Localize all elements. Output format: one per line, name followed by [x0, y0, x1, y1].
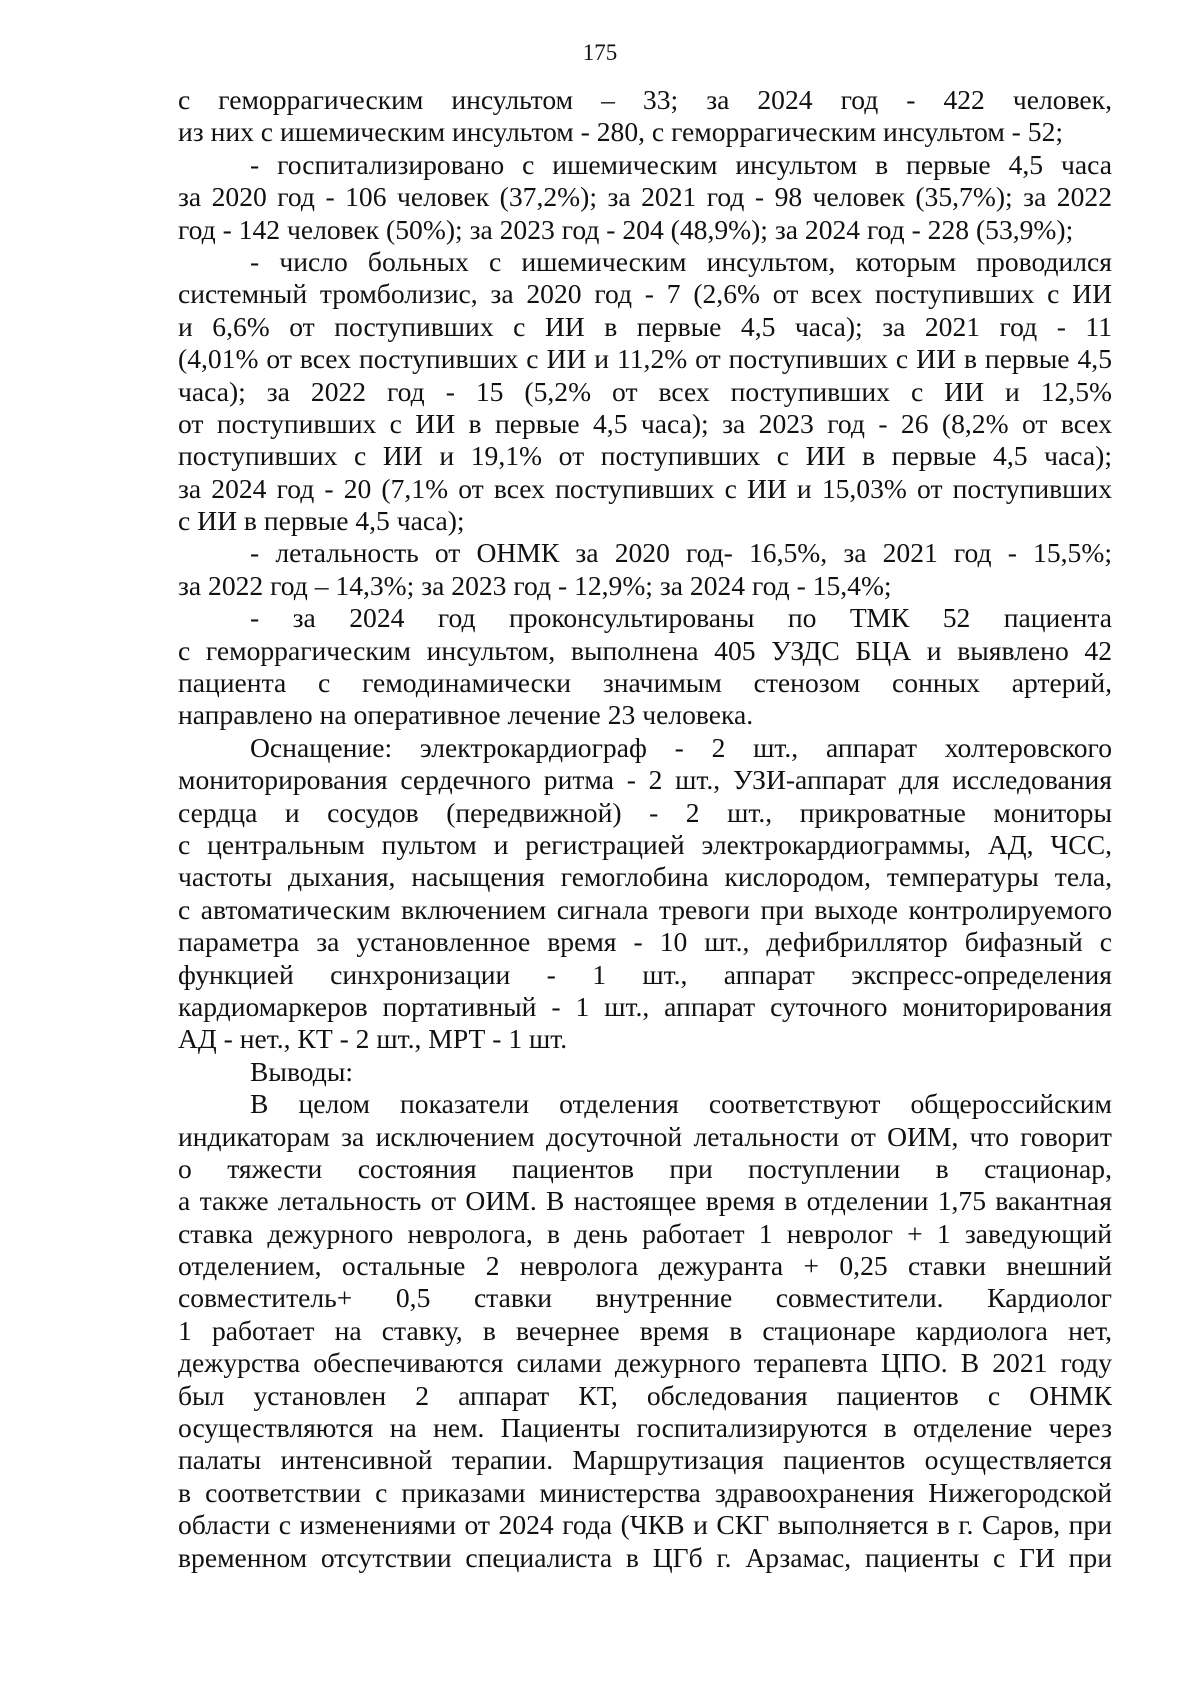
- text-line: - госпитализировано с ишемическим инсультом в первые 4,5 часа: [250, 148, 1112, 180]
- text-line: (4,01% от всех поступивших с ИИ и 11,2% от поступивших с ИИ в первые 4,5: [178, 343, 1112, 375]
- text-line: области с изменениями от 2024 года (ЧКВ и СКГ выполняется в г. Саров, при: [178, 1509, 1112, 1541]
- text-line: от поступивших с ИИ в первые 4,5 часа); за 2023 год - 26 (8,2% от всех: [178, 407, 1112, 439]
- text-line: из них с ишемическим инсультом - 280, с геморрагическим инсультом - 52;: [178, 116, 1064, 148]
- text-line: за 2022 год – 14,3%; за 2023 год - 12,9%; за 2024 год - 15,4%;: [178, 569, 892, 601]
- text-line: год - 142 человек (50%); за 2023 год - 204 (48,9%); за 2024 год - 228 (53,9%);: [178, 213, 1074, 245]
- text-line: - за 2024 год проконсультированы по ТМК 52 пациента: [250, 602, 1112, 634]
- text-line: совместитель+ 0,5 ставки внутренние совместители. Кардиолог: [178, 1282, 1112, 1314]
- text-line: сердца и сосудов (передвижной) - 2 шт., прикроватные мониторы: [178, 796, 1112, 828]
- text-line: индикаторам за исключением досуточной летальности от ОИМ, что говорит: [178, 1120, 1112, 1152]
- text-line: палаты интенсивной терапии. Маршрутизация пациентов осуществляется: [178, 1444, 1112, 1476]
- text-line: отделением, остальные 2 невролога дежуранта + 0,25 ставки внешний: [178, 1250, 1112, 1282]
- text-line: ставка дежурного невролога, в день работает 1 невролог + 1 заведующий: [178, 1217, 1112, 1249]
- text-line: параметра за установленное время - 10 шт., дефибриллятор бифазный с: [178, 926, 1112, 958]
- text-line: с ИИ в первые 4,5 часа);: [178, 505, 465, 537]
- text-line: о тяжести состояния пациентов при поступлении в стационар,: [178, 1152, 1112, 1184]
- body-text: [178, 84, 1112, 1574]
- text-line: был установлен 2 аппарат КТ, обследования пациентов с ОНМК: [178, 1379, 1112, 1411]
- text-line: с центральным пультом и регистрацией электрокардиограммы, АД, ЧСС,: [178, 828, 1112, 860]
- text-line: дежурства обеспечиваются силами дежурного терапевта ЦПО. В 2021 году: [178, 1347, 1112, 1379]
- text-line: а также летальность от ОИМ. В настоящее время в отделении 1,75 вакантная: [178, 1185, 1112, 1217]
- text-line: осуществляются на нем. Пациенты госпитализируются в отделение через: [178, 1412, 1112, 1444]
- text-line: с геморрагическим инсультом, выполнена 405 УЗДС БЦА и выявлено 42: [178, 634, 1112, 666]
- text-line: кардиомаркеров портативный - 1 шт., аппарат суточного мониторирования: [178, 990, 1112, 1022]
- text-line: часа); за 2022 год - 15 (5,2% от всех поступивших с ИИ и 12,5%: [178, 375, 1112, 407]
- text-line: направлено на оперативное лечение 23 человека.: [178, 699, 754, 731]
- text-line: поступивших с ИИ и 19,1% от поступивших с ИИ в первые 4,5 часа);: [178, 440, 1112, 472]
- text-line: временном отсутствии специалиста в ЦГб г. Арзамас, пациенты с ГИ при: [178, 1541, 1112, 1573]
- text-line: Выводы:: [250, 1055, 354, 1087]
- text-line: и 6,6% от поступивших с ИИ в первые 4,5 часа); за 2021 год - 11: [178, 310, 1112, 342]
- text-line: АД - нет., КТ - 2 шт., МРТ - 1 шт.: [178, 1023, 568, 1055]
- text-line: в соответствии с приказами министерства здравоохранения Нижегородской: [178, 1476, 1112, 1508]
- text-line: с геморрагическим инсультом – 33; за 2024 год - 422 человек,: [178, 84, 1112, 115]
- text-line: за 2020 год - 106 человек (37,2%); за 2021 год - 98 человек (35,7%); за 2022: [178, 181, 1112, 213]
- text-line: 1 работает на ставку, в вечернее время в стационаре кардиолога нет,: [178, 1314, 1112, 1346]
- page-number: 175: [582, 40, 618, 65]
- text-line: за 2024 год - 20 (7,1% от всех поступивших с ИИ и 15,03% от поступивших: [178, 472, 1112, 504]
- text-line: мониторирования сердечного ритма - 2 шт., УЗИ-аппарат для исследования: [178, 764, 1112, 796]
- text-line: пациента с гемодинамически значимым стенозом сонных артерий,: [178, 667, 1112, 699]
- text-line: - летальность от ОНМК за 2020 год- 16,5%, за 2021 год - 15,5%;: [250, 537, 1112, 569]
- text-line: функцией синхронизации - 1 шт., аппарат экспресс-определения: [178, 958, 1112, 990]
- text-line: В целом показатели отделения соответствуют общероссийским: [250, 1088, 1112, 1120]
- text-line: - число больных с ишемическим инсультом, которым проводился: [250, 245, 1112, 277]
- text-line: системный тромболизис, за 2020 год - 7 (2,6% от всех поступивших с ИИ: [178, 278, 1112, 310]
- text-line: частоты дыхания, насыщения гемоглобина кислородом, температуры тела,: [178, 861, 1112, 893]
- text-line: с автоматическим включением сигнала тревоги при выходе контролируемого: [178, 893, 1112, 925]
- text-line: Оснащение: электрокардиограф - 2 шт., аппарат холтеровского: [250, 731, 1112, 763]
